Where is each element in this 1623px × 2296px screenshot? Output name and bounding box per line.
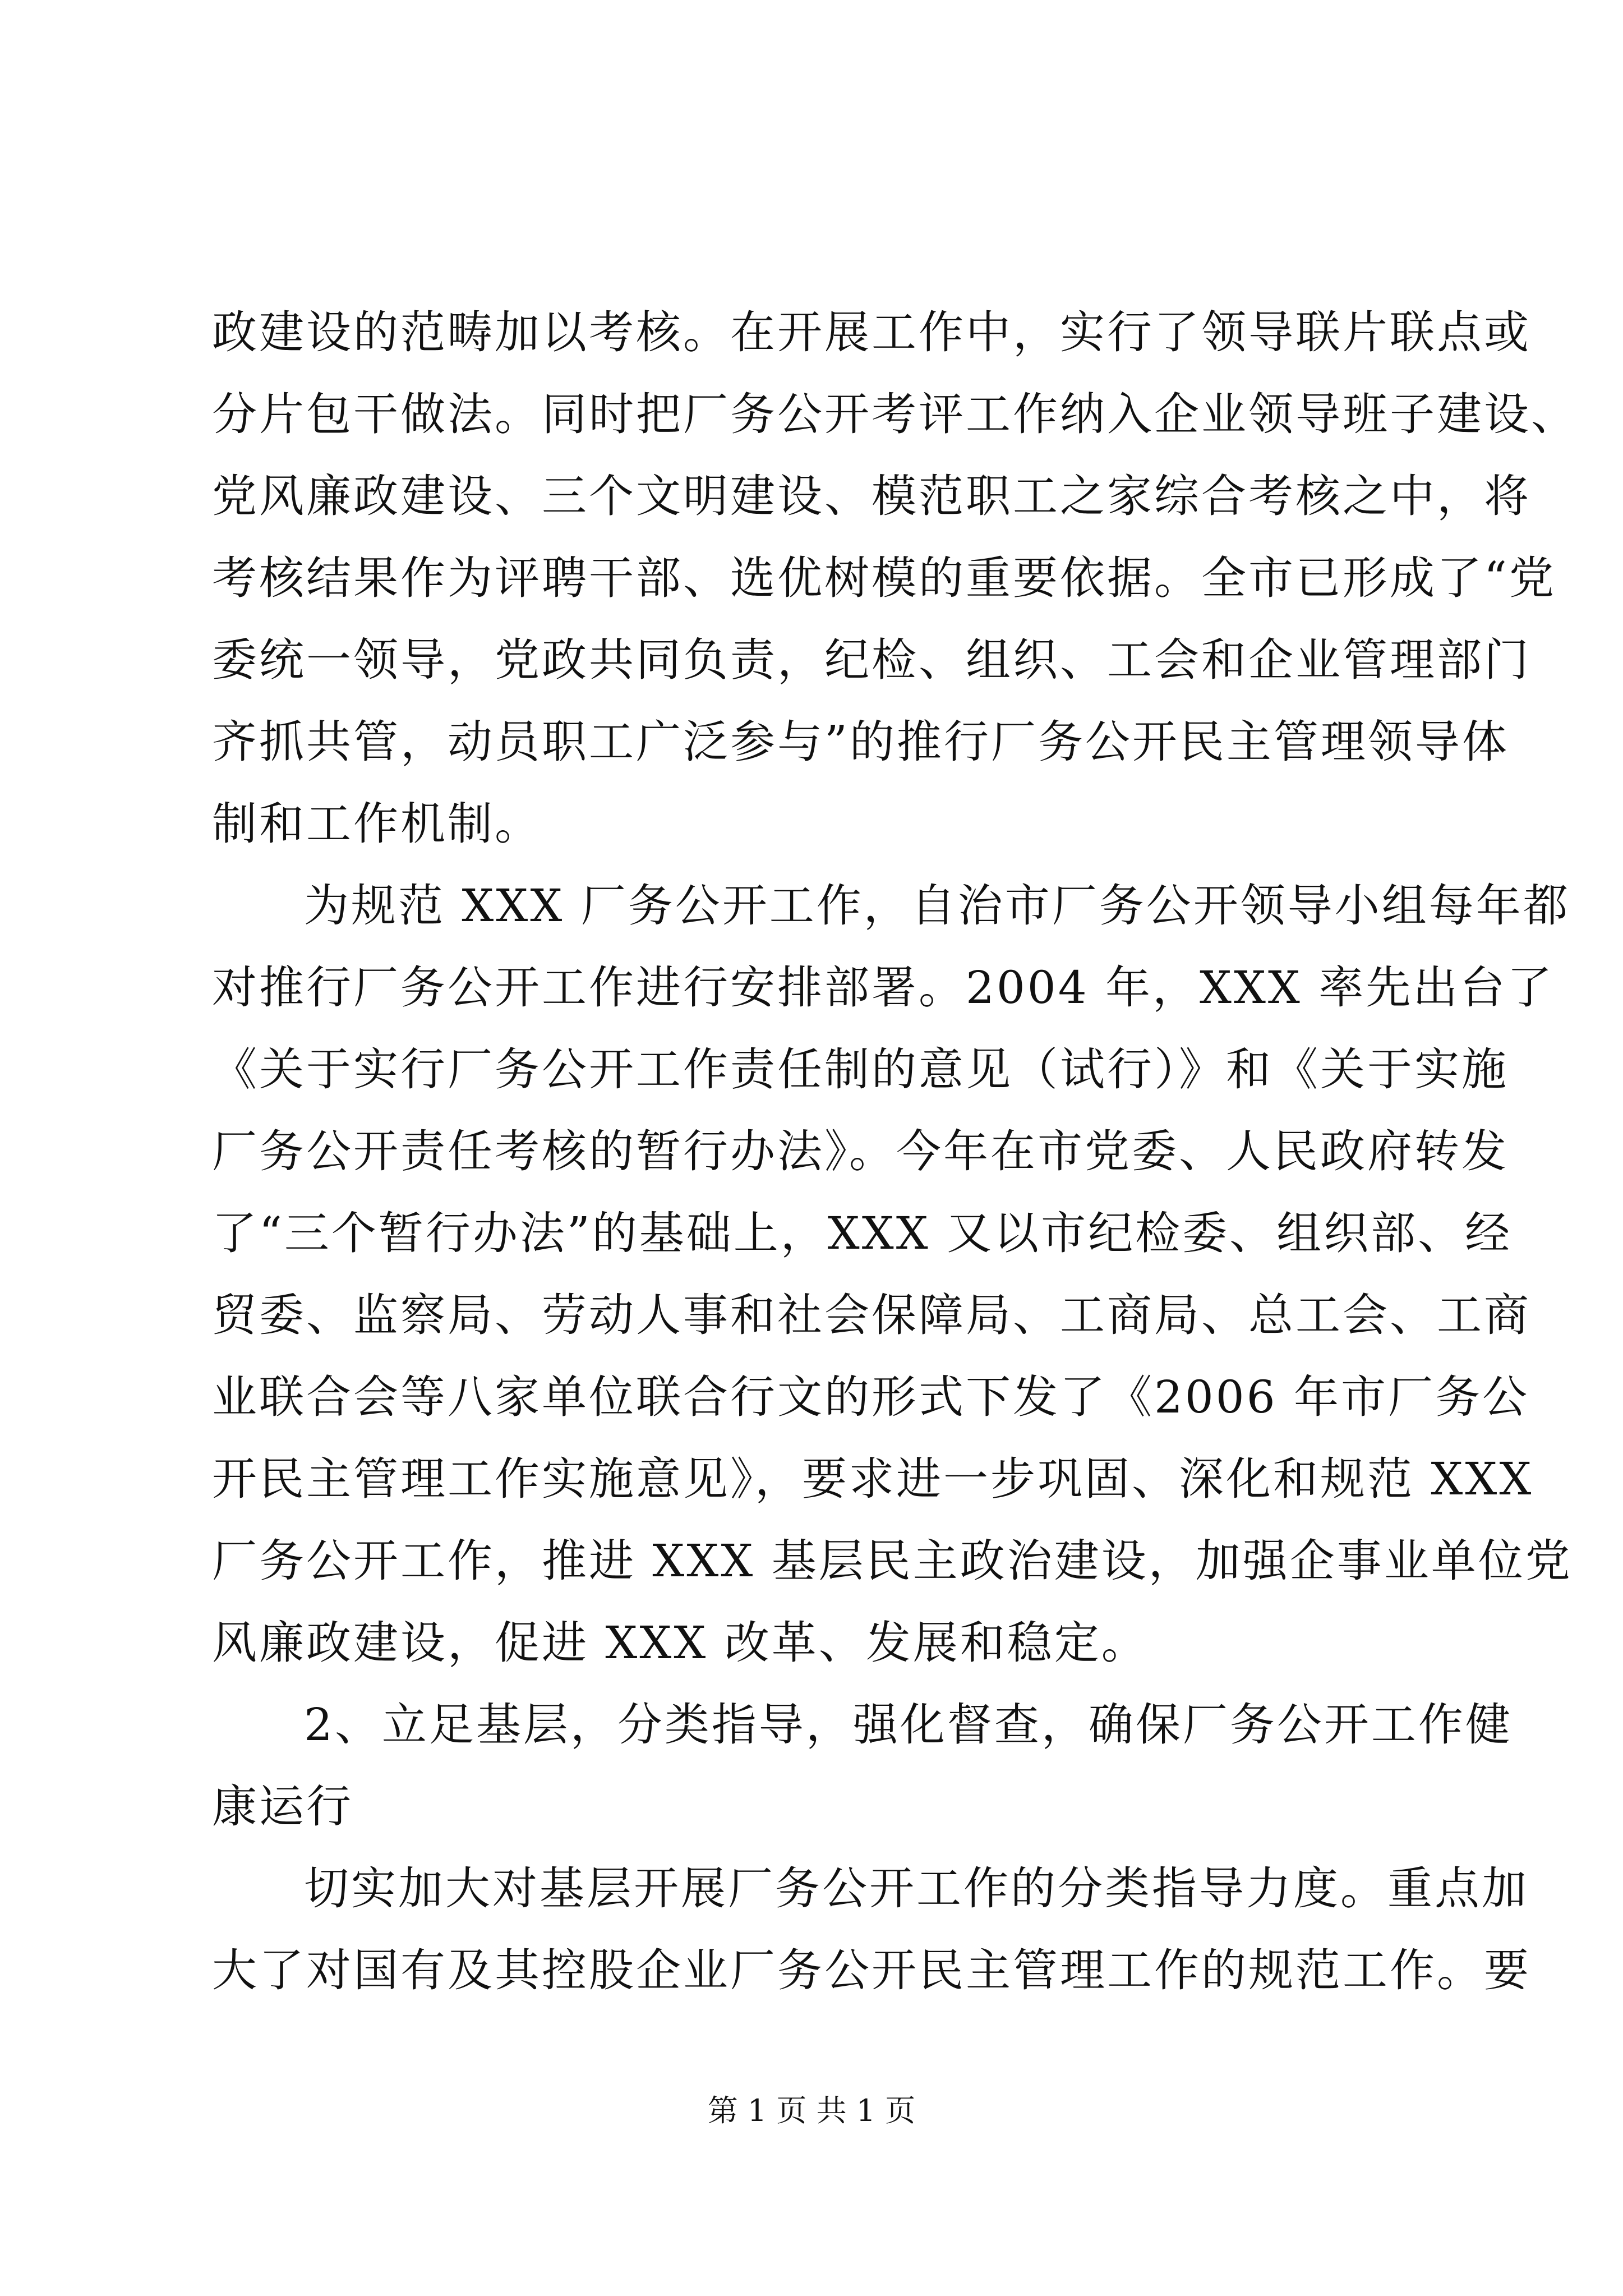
text-line: 厂务公开工作，推进 XXX 基层民主政治建设，加强企事业单位党 bbox=[212, 1535, 1573, 1587]
paragraph-start-line: 为规范 XXX 厂务公开工作，自治市厂务公开领导小组每年都 bbox=[304, 880, 1570, 932]
text-line: 考核结果作为评聘干部、选优树模的重要依据。全市已形成了“党 bbox=[212, 552, 1556, 604]
text-line: 齐抓共管，动员职工广泛参与”的推行厂务公开民主管理领导体 bbox=[212, 716, 1509, 768]
text-line: 党风廉政建设、三个文明建设、模范职工之家综合考核之中，将 bbox=[212, 470, 1531, 522]
text-line: 业联合会等八家单位联合行文的形式下发了《2006 年市厂务公 bbox=[212, 1371, 1530, 1423]
page-footer: 第 1 页 共 1 页 bbox=[707, 2093, 916, 2128]
section-heading-line: 康运行 bbox=[212, 1780, 353, 1833]
text-line: 大了对国有及其控股企业厂务公开民主管理工作的规范工作。要 bbox=[212, 1944, 1531, 1996]
text-line: 风廉政建设，促进 XXX 改革、发展和稳定。 bbox=[212, 1617, 1149, 1669]
text-line: 分片包干做法。同时把厂务公开考评工作纳入企业领导班子建设、 bbox=[212, 388, 1578, 440]
text-line: 开民主管理工作实施意见》，要求进一步巩固、深化和规范 XXX bbox=[212, 1453, 1534, 1505]
text-line: 了“三个暂行办法”的基础上，XXX 又以市纪检委、组织部、经 bbox=[212, 1207, 1513, 1259]
text-line: 贸委、监察局、劳动人事和社会保障局、工商局、总工会、工商 bbox=[212, 1289, 1531, 1341]
section-heading-line: 2、立足基层，分类指导，强化督查，确保厂务公开工作健 bbox=[304, 1699, 1513, 1751]
text-line: 制和工作机制。 bbox=[212, 798, 542, 850]
text-line: 《关于实行厂务公开工作责任制的意见（试行）》和《关于实施 bbox=[212, 1043, 1509, 1096]
text-line: 对推行厂务公开工作进行安排部署。2004 年，XXX 率先出台了 bbox=[212, 961, 1555, 1014]
text-line: 委统一领导，党政共同负责，纪检、组织、工会和企业管理部门 bbox=[212, 634, 1531, 686]
text-line: 政建设的范畴加以考核。在开展工作中，实行了领导联片联点或 bbox=[212, 306, 1531, 358]
document-body bbox=[212, 292, 1578, 2012]
text-line: 厂务公开责任考核的暂行办法》。今年在市党委、人民政府转发 bbox=[212, 1125, 1509, 1177]
paragraph-start-line: 切实加大对基层开展厂务公开工作的分类指导力度。重点加 bbox=[304, 1862, 1529, 1915]
